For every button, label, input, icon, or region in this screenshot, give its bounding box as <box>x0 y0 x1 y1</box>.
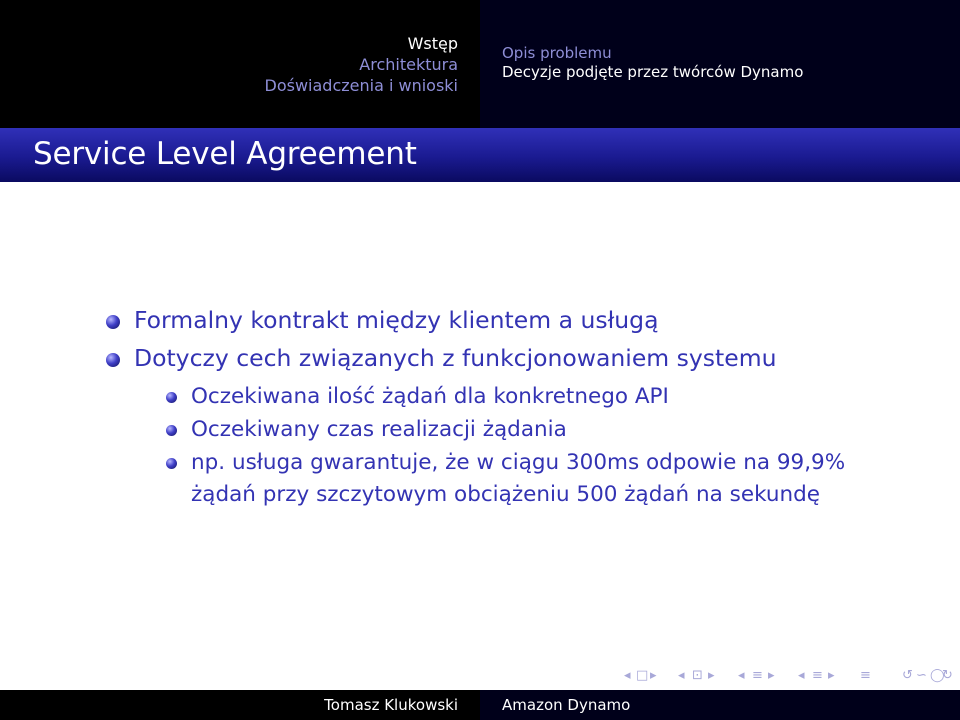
footer-author: Tomasz Klukowski <box>0 690 480 720</box>
list-item: Formalny kontrakt między klientem a usługą <box>134 306 659 334</box>
subsection-navigation <box>480 0 960 128</box>
nav-appendix-icon[interactable]: ≡ <box>860 668 871 683</box>
nav-frame-icon[interactable]: □ <box>636 668 649 683</box>
nav-subsection-decyzje[interactable]: Decyzje podjęte przez twórców Dynamo <box>502 63 804 81</box>
nav-section-architektura[interactable]: Architektura <box>359 55 458 74</box>
sub-bullet-icon <box>166 425 177 436</box>
nav-subsection-opis-problemu[interactable]: Opis problemu <box>502 44 612 62</box>
nav-zoom-icon[interactable]: ◯ <box>930 668 945 683</box>
nav-next-frame-icon[interactable]: ▸ <box>650 668 657 683</box>
nav-section-doswiadczenia[interactable]: Doświadczenia i wnioski <box>264 76 458 95</box>
bullet-icon <box>106 353 120 367</box>
nav-next-subsection-icon[interactable]: ▸ <box>708 668 715 683</box>
section-navigation <box>0 0 480 128</box>
nav-prev-frame-icon[interactable]: ◂ <box>624 668 631 683</box>
sub-bullet-icon <box>166 458 177 469</box>
sub-list-item: Oczekiwana ilość żądań dla konkretnego API <box>191 384 669 409</box>
beamer-navigation-symbols <box>620 668 955 686</box>
nav-back-icon[interactable]: ↺ <box>902 668 913 683</box>
sub-bullet-icon <box>166 392 177 403</box>
nav-next-doc-icon[interactable]: ▸ <box>828 668 835 683</box>
list-item: Dotyczy cech związanych z funkcjonowaniem systemu <box>134 344 777 372</box>
header-navigation <box>0 0 960 128</box>
nav-section-icon[interactable]: ≡ <box>752 668 763 683</box>
footer-topic: Amazon Dynamo <box>480 690 960 720</box>
sub-list-item: Oczekiwany czas realizacji żądania <box>191 417 567 442</box>
nav-prev-subsection-icon[interactable]: ◂ <box>678 668 685 683</box>
slide-title: Service Level Agreement <box>33 136 417 172</box>
bullet-icon <box>106 315 120 329</box>
footer <box>0 690 960 720</box>
nav-prev-section-icon[interactable]: ◂ <box>738 668 745 683</box>
slide-content <box>0 182 960 662</box>
nav-prev-doc-icon[interactable]: ◂ <box>798 668 805 683</box>
nav-doc-icon[interactable]: ≡ <box>812 668 823 683</box>
sub-list-item: np. usługa gwarantuje, że w ciągu 300ms odpowie na 99,9% żądań przy szczytowym obciążeniu 500 żądań na sekundę <box>191 450 846 507</box>
nav-section-wstep[interactable]: Wstęp <box>407 34 458 53</box>
nav-next-section-icon[interactable]: ▸ <box>768 668 775 683</box>
title-bar <box>0 128 960 182</box>
nav-search-icon[interactable]: ∽ <box>916 668 927 683</box>
nav-subsection-icon[interactable]: ⊡ <box>692 668 703 683</box>
nav-forward-icon[interactable]: ↻ <box>942 668 953 683</box>
